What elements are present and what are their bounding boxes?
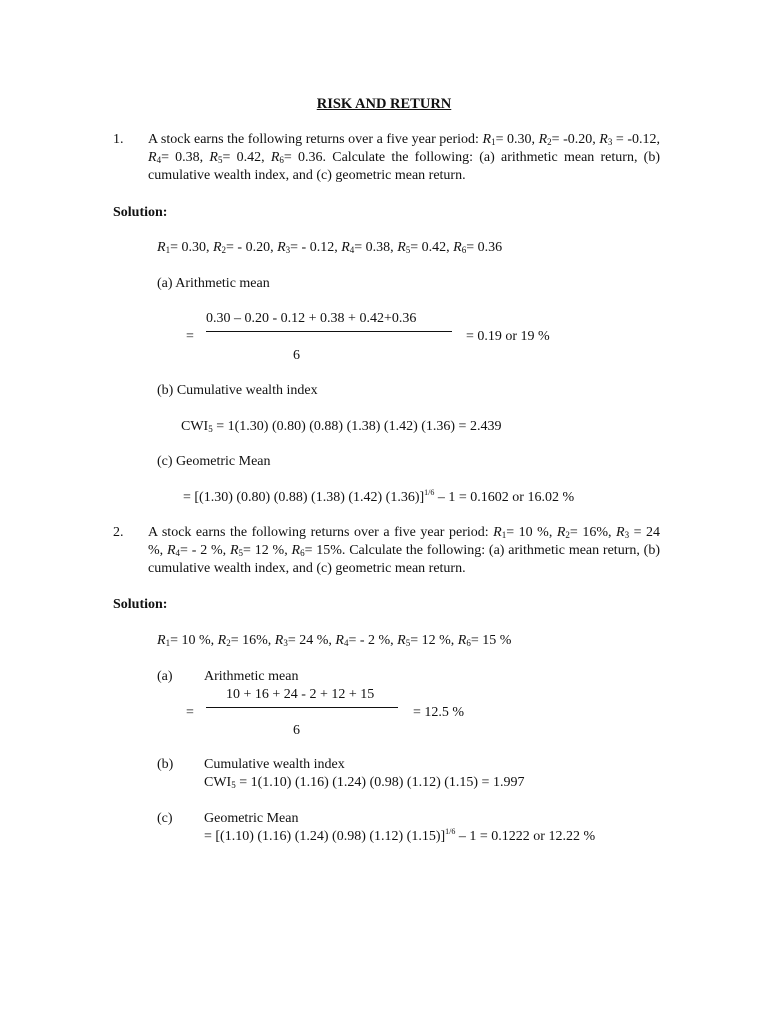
solution-2-b-tag: (b) — [157, 757, 174, 772]
solution-2-b-label: Cumulative wealth index — [204, 757, 345, 772]
solution-1-b-label: (b) Cumulative wealth index — [157, 383, 318, 398]
question-2-number: 2. — [113, 525, 124, 540]
solution-1-given: $R_1= 0.30$, $R_2= - 0.20$, $R_3= - 0.12$, $R_4= 0.38$, $R_5= 0.42$, $R_6= 0.36$ — [157, 240, 503, 255]
question-1-number: 1. — [113, 132, 124, 147]
page-title: RISK AND RETURN — [316, 96, 452, 112]
solution-1-c-label: (c) Geometric Mean — [157, 454, 271, 469]
solution-2-a-denominator: 6 — [293, 723, 300, 738]
solution-2-c-label: Geometric Mean — [204, 811, 299, 826]
fraction-bar — [206, 707, 398, 708]
solution-2-a-numerator: 10 + 16 + 24 - 2 + 12 + 15 — [226, 687, 375, 702]
solution-2-a-result: = 12.5 % — [413, 705, 465, 720]
question-1-text: A stock earns the following returns over a five year period: $R_1= 0.30$, $R_2= -0.20$, $R_3 = -0.12$, $R_4= 0.38$, $R_5= 0.42$, $R_6= 0.36$. Calculate the following: (a) arithmetic mean return, (b) cumulative wealth index, and (c) geometric mean return. — [148, 132, 661, 183]
question-2-text: A stock earns the following returns over a five year period: $R_1= 10$ %, $R_2= 16\%$, $R_3 = 24$ %, $R_4= - 2$ %, $R_5= 12$ %, $R_6= 15\%$. Calculate the following: (a) arithmetic mean return, (b) cumulative wealth index, and (c) geometric mean return. — [148, 525, 661, 576]
solution-2-b-formula: $CWI_5 = 1(1.10)$ (1.16) (1.24) (0.98) (1.12) (1.15) = 1.997 — [204, 775, 525, 790]
solution-2-c-formula: = [(1.10) (1.16) (1.24) (0.98) (1.12) (1.15)]$^{1/6}$ – 1 = 0.1222 or 12.22 % — [204, 827, 596, 844]
solution-1-label: Solution: — [113, 205, 168, 220]
fraction-bar — [206, 331, 452, 332]
solution-2-label: Solution: — [113, 597, 168, 612]
solution-2-c-tag: (c) — [157, 811, 173, 826]
solution-2-a-tag: (a) — [157, 669, 173, 684]
solution-1-c-formula: = [(1.30) (0.80) (0.88) (1.38) (1.42) (1.36)]$^{1/6}$ – 1 = 0.1602 or 16.02 % — [183, 488, 575, 505]
solution-1-b-formula: $CWI_5 = 1(1.30)$ (0.80) (0.88) (1.38) (1.42) (1.36) = 2.439 — [181, 419, 502, 434]
solution-2-a-equals: = — [186, 705, 194, 720]
solution-1-a-result: = 0.19 or 19 % — [466, 329, 550, 344]
solution-1-a-denominator: 6 — [293, 348, 300, 363]
solution-2-given: $R_1= 10$ %, $R_2= 16\%$, $R_3= 24$ %, $R_4= - 2$ %, $R_5= 12$ %, $R_6= 15$ % — [157, 633, 512, 648]
solution-1-a-equals: = — [186, 329, 194, 344]
solution-1-a-numerator: 0.30 – 0.20 - 0.12 + 0.38 + 0.42+0.36 — [206, 311, 417, 326]
solution-2-a-label: Arithmetic mean — [204, 669, 299, 684]
solution-1-a-label: (a) Arithmetic mean — [157, 276, 270, 291]
